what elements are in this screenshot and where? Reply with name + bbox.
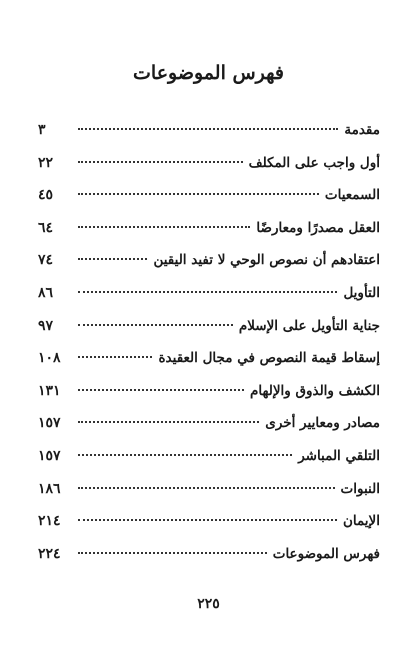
toc-entry-page: ٢٢ [38,154,54,171]
toc-entry-page: ٦٤ [38,219,54,236]
toc-entry [38,407,380,440]
toc-entry-label: أول واجب على المكلف [248,154,380,171]
toc-entry-page: ٤٥ [38,187,54,204]
toc-entry-page: ١٥٧ [38,447,61,464]
toc-dot-leader [78,519,337,521]
toc-entry [38,277,380,310]
table-of-contents [38,114,380,570]
toc-entry-page: ١٣١ [38,382,61,399]
toc-dot-leader [78,291,337,293]
toc-entry-label: التأويل [343,284,380,301]
toc-entry [38,440,380,473]
toc-dot-leader [78,487,335,489]
toc-entry-page: ٢١٤ [38,513,61,530]
toc-entry-page: ١٨٦ [38,480,61,497]
toc-entry-page: ٨٦ [38,284,54,301]
toc-entry [38,244,380,277]
toc-entry-page: ٢٢٤ [38,545,61,562]
toc-entry-page: ١٥٧ [38,415,61,432]
toc-entry [38,179,380,212]
toc-dot-leader [78,258,147,260]
toc-entry-page: ٩٧ [38,317,54,334]
toc-dot-leader [78,324,233,326]
toc-entry-label: السمعيات [324,187,380,204]
toc-entry [38,505,380,538]
toc-entry-label: الإيمان [342,513,380,530]
toc-entry [38,538,380,571]
toc-entry [38,114,380,147]
toc-entry-page: ١٠٨ [38,350,61,367]
toc-entry-page: ٧٤ [38,252,54,269]
toc-dot-leader [78,389,244,391]
toc-dot-leader [78,421,259,423]
toc-entry-label: النبوات [340,480,380,497]
toc-entry [38,147,380,180]
toc-entry [38,212,380,245]
toc-entry [38,310,380,343]
toc-entry-label: التلقي المباشر [298,447,380,464]
toc-dot-leader [78,454,292,456]
toc-entry-label: جناية التأويل على الإسلام [238,317,380,334]
toc-entry-label: إسقاط قيمة النصوص في مجال العقيدة [158,350,380,367]
toc-entry [38,375,380,408]
toc-entry-label: اعتقادهم أن نصوص الوحي لا تفيد اليقين [153,252,380,269]
toc-entry-label: الكشف والذوق والإلهام [250,382,380,399]
toc-entry [38,473,380,506]
page-title: فهرس الموضوعات [133,62,284,84]
toc-entry [38,342,380,375]
toc-entry-label: فهرس الموضوعات [272,545,380,562]
toc-entry-label: مقدمة [344,122,380,138]
toc-entry-label: مصادر ومعايير أخرى [265,415,380,432]
toc-dot-leader [78,356,152,358]
toc-dot-leader [78,552,267,554]
toc-dot-leader [78,193,319,195]
page-number: ٢٢٥ [197,596,220,612]
toc-dot-leader [78,226,250,228]
toc-dot-leader [78,128,338,130]
toc-dot-leader [78,161,243,163]
toc-entry-label: العقل مصدرًا ومعارضًا [256,219,380,236]
toc-entry-page: ٣ [38,122,46,138]
